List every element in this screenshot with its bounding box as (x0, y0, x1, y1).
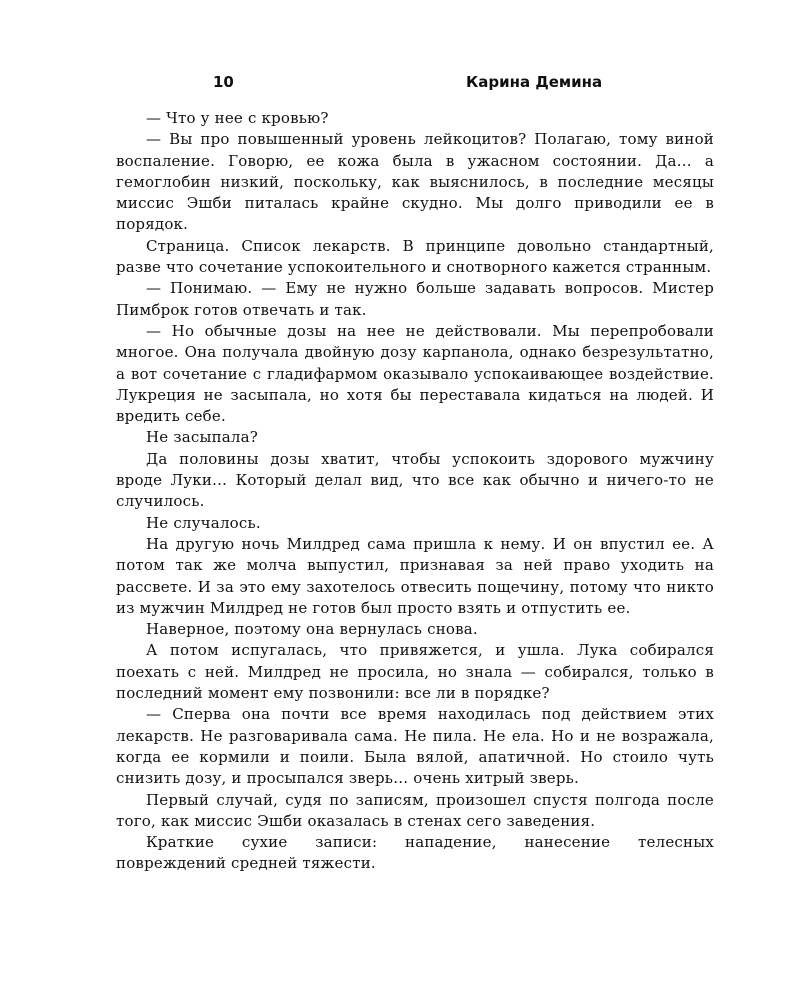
paragraph: — Но обычные дозы на нее не действовали. Мы перепробовали многое. Она получала двойную дозу карпанола, однако безрезультатно, а вот сочетание с гладифармом оказывало успокаивающее воздействие. Лукреция не засыпала, но хотя бы переставала кидаться на людей. И вредить себе. (116, 321, 714, 426)
paragraph: Краткие сухие записи: нападение, нанесение телесных повреждений средней тяжести. (116, 833, 714, 873)
paragraph: — Понимаю. — Ему не нужно больше задавать вопросов. Мистер Пимброк готов отвечать и так. (116, 279, 714, 319)
paragraph: Да половины дозы хватит, чтобы успокоить здорового мужчину вроде Луки… Который делал вид, что все как обычно и ничего-то не случилось. (116, 449, 714, 511)
page-number: 10 (213, 73, 234, 91)
body-text (116, 108, 714, 875)
paragraph: Не случалось. (146, 513, 261, 532)
running-title: Карина Демина (466, 73, 603, 91)
paragraph: А потом испугалась, что привяжется, и ушла. Лука собирался поехать с ней. Милдред не просила, но знала — собирался, только в последний момент ему позвонили: все ли в порядке? (116, 641, 714, 703)
paragraph: Наверное, поэтому она вернулась снова. (146, 620, 478, 639)
paragraph: — Сперва она почти все время находилась под действием этих лекарств. Не разговаривала сама. Не пила. Не ела. Но и не возражала, когда ее кормили и поили. Была вялой, апатичной. Но стоило чуть снизить дозу, и просыпался зверь… очень хитрый зверь. (116, 705, 714, 788)
paragraph: — Что у нее с кровью? (146, 109, 329, 127)
book-page (116, 66, 714, 875)
paragraph: Не засыпала? (146, 428, 259, 447)
paragraph: Первый случай, судя по записям, произошел спустя полгода после того, как миссис Эшби оказалась в стенах сего заведения. (116, 790, 714, 830)
paragraph: Страница. Список лекарств. В принципе довольно стандартный, разве что сочетание успокоительного и снотворного кажется странным. (116, 236, 714, 277)
paragraph: — Вы про повышенный уровень лейкоцитов? Полагаю, тому виной воспаление. Говорю, ее кожа была в ужасном состоянии. Да… а гемоглобин низкий, поскольку, как выяснилось, в последние месяцы миссис Эшби питалась крайне скудно. Мы долго приводили ее в порядок. (116, 130, 714, 234)
page-header (116, 66, 714, 100)
paragraph: На другую ночь Милдред сама пришла к нему. И он впустил ее. А потом так же молча выпустил, признавая за ней право уходить на рассвете. И за это ему захотелось отвесить пощечину, потому что никто из мужчин Милдред не готов был просто взять и отпустить ее. (116, 534, 714, 617)
